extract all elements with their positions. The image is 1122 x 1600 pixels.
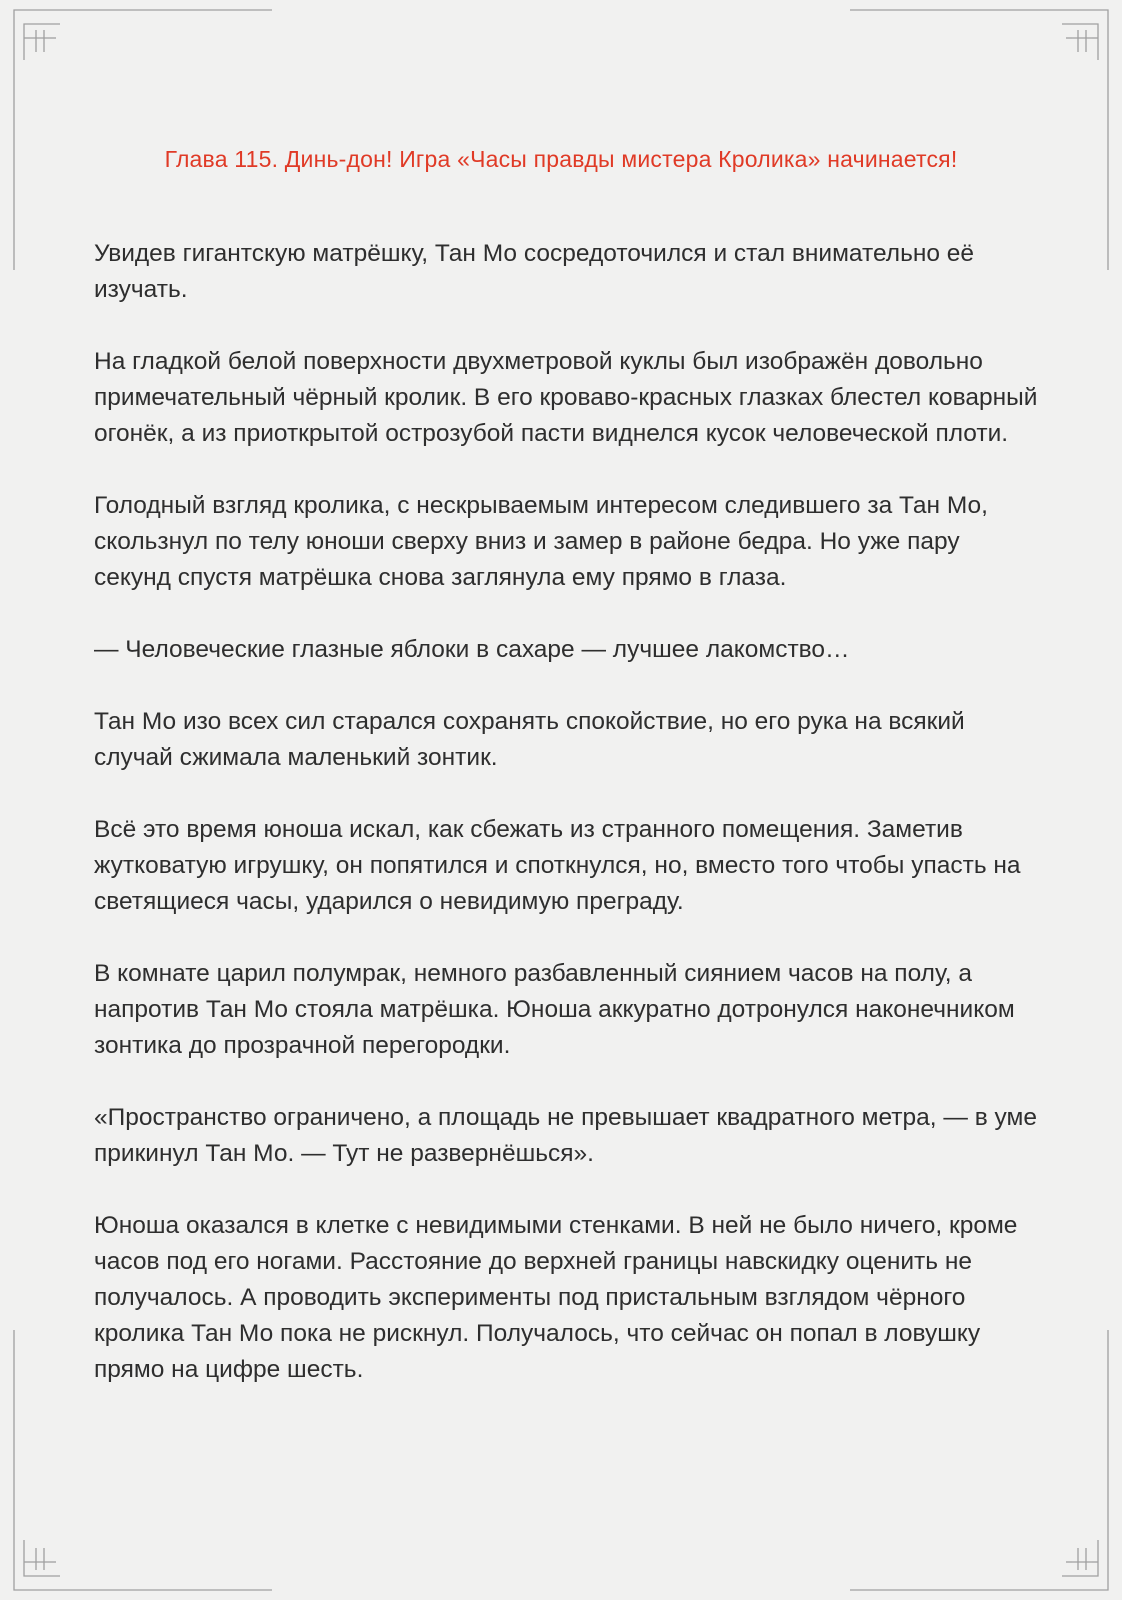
chapter-title: Глава 115. Динь-дон! Игра «Часы правды мистера Кролика» начинается!	[164, 146, 958, 172]
paragraph: — Человеческие глазные яблоки в сахаре — лучшее лакомство…	[94, 636, 850, 663]
paragraph: «Пространство ограничено, а площадь не превышает квадратного метра, — в уме прикинул Тан Мо. — Тут не развернёшься».	[94, 1104, 1037, 1167]
paragraph: На гладкой белой поверхности двухметровой куклы был изображён довольно примечательный чёрный кролик. В его кроваво-красных глазках блестел коварный огонёк, а из приоткрытой острозубой пасти виднелся кусок человеческой плоти.	[94, 348, 1038, 447]
paragraph: Увидев гигантскую матрёшку, Тан Мо сосредоточился и стал внимательно её изучать.	[94, 240, 975, 303]
frame-corner-top-right	[850, 10, 1108, 270]
paragraph: Юноша оказался в клетке с невидимыми стенками. В ней не было ничего, кроме часов под его ногами. Расстояние до верхней границы навскидку оценить не получалось. А проводить эксперименты под пристальным взглядом чёрного кролика Тан Мо пока не рискнул. Получалось, что сейчас он попал в ловушку прямо на цифре шесть.	[94, 1212, 1018, 1383]
paragraph: В комнате царил полумрак, немного разбавленный сиянием часов на полу, а напротив Тан Мо стояла матрёшка. Юноша аккуратно дотронулся наконечником зонтика до прозрачной перегородки.	[94, 960, 1015, 1059]
frame-corner-top-left	[14, 10, 272, 270]
paragraph: Всё это время юноша искал, как сбежать из странного помещения. Заметив жутковатую игрушку, он попятился и споткнулся, но, вместо того чтобы упасть на светящиеся часы, ударился о невидимую преграду.	[94, 816, 1021, 915]
paragraph: Тан Мо изо всех сил старался сохранять спокойствие, но его рука на всякий случай сжимала маленький зонтик.	[94, 708, 965, 771]
chapter-text	[94, 236, 1039, 1424]
paragraph: Голодный взгляд кролика, с нескрываемым интересом следившего за Тан Мо, скользнул по телу юноши сверху вниз и замер в районе бедра. Но уже пару секунд спустя матрёшка снова заглянула ему прямо в глаза.	[94, 492, 988, 591]
